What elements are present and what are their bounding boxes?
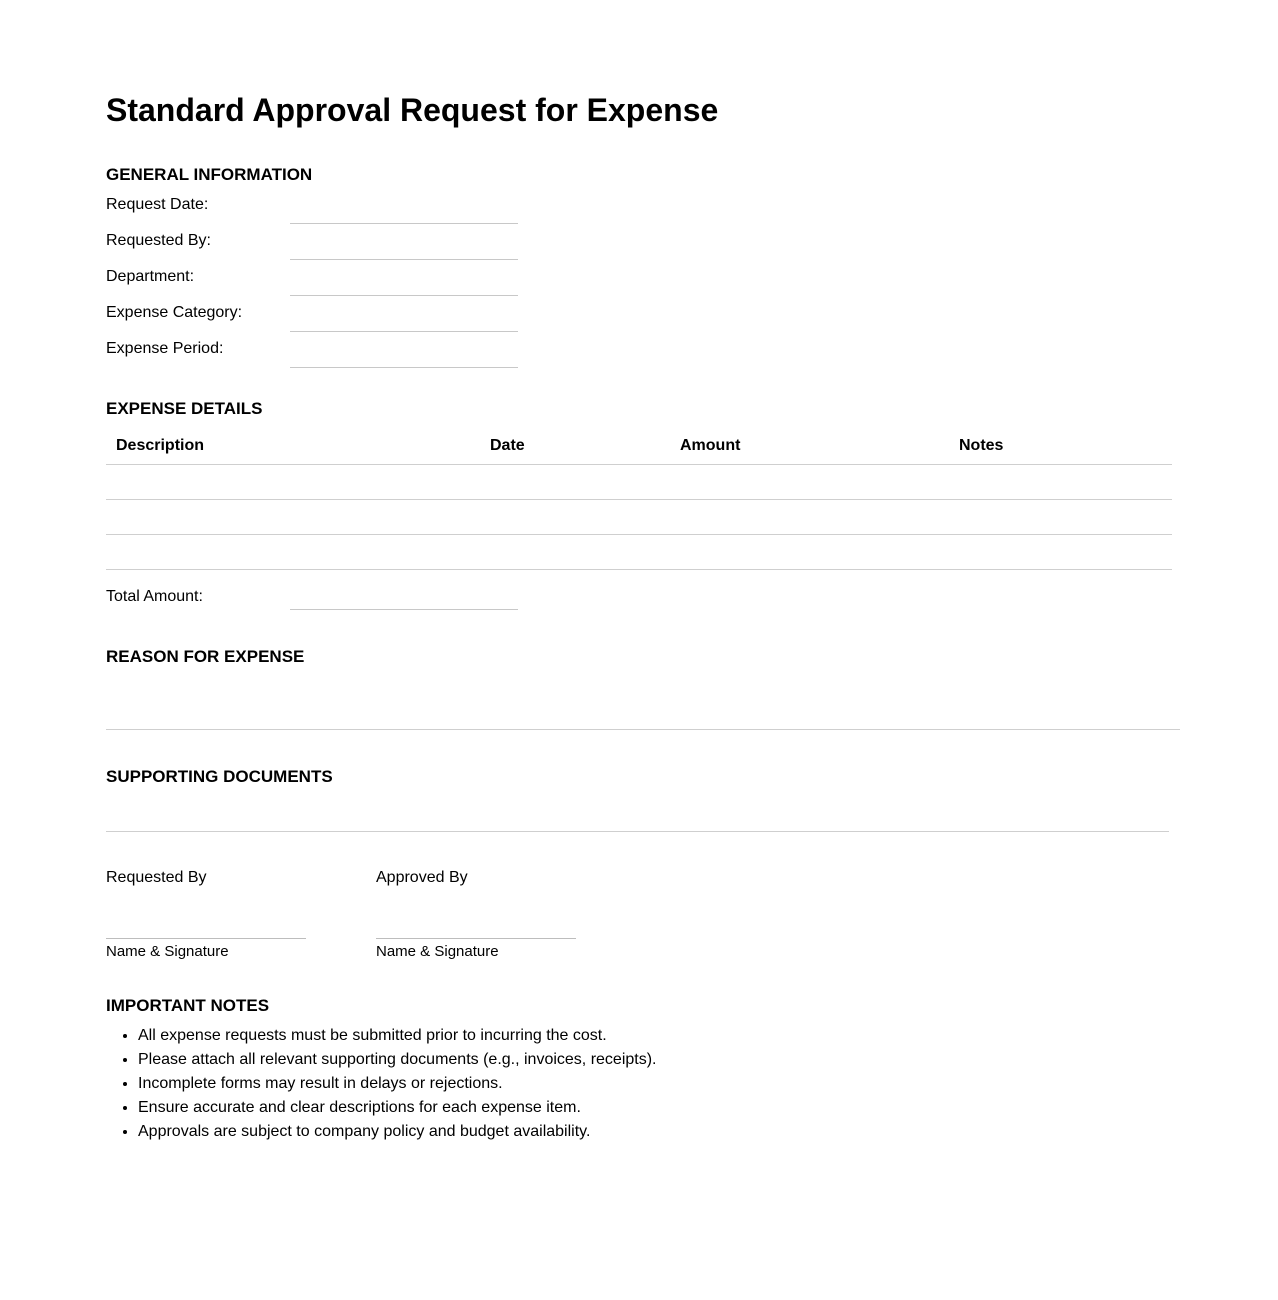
requested-by-input-line[interactable] bbox=[290, 259, 518, 260]
column-header-description: Description bbox=[116, 437, 205, 454]
total-amount-input-line[interactable] bbox=[290, 609, 518, 610]
supporting-documents-input-line[interactable] bbox=[106, 831, 1169, 832]
requested-by-label: Requested By: bbox=[106, 232, 211, 249]
document-title: Standard Approval Request for Expense bbox=[106, 92, 719, 128]
table-row[interactable] bbox=[106, 534, 1172, 535]
requested-by-field bbox=[106, 231, 526, 261]
total-amount-field bbox=[106, 587, 526, 617]
total-amount-label: Total Amount: bbox=[106, 588, 203, 605]
requested-by-signature-block bbox=[106, 868, 306, 968]
approved-by-signature-line[interactable] bbox=[376, 938, 576, 939]
table-row[interactable] bbox=[106, 569, 1172, 570]
expense-period-input-line[interactable] bbox=[290, 367, 518, 368]
reason-for-expense-input-line[interactable] bbox=[106, 729, 1180, 730]
department-field bbox=[106, 267, 526, 297]
column-header-date: Date bbox=[490, 437, 525, 454]
request-date-input-line[interactable] bbox=[290, 223, 518, 224]
table-row[interactable] bbox=[106, 499, 1172, 500]
list-item: • Please attach all relevant supporting documents (e.g., invoices, receipts). bbox=[138, 1048, 657, 1072]
expense-category-label: Expense Category: bbox=[106, 304, 243, 321]
approved-by-signature-block bbox=[376, 868, 576, 968]
column-header-notes: Notes bbox=[959, 437, 1004, 454]
approved-by-signature-caption: Name & Signature bbox=[376, 943, 499, 960]
approved-by-signature-title: Approved By bbox=[376, 869, 468, 886]
requested-by-signature-title: Requested By bbox=[106, 869, 207, 886]
expense-category-input-line[interactable] bbox=[290, 331, 518, 332]
list-item: • Ensure accurate and clear descriptions for each expense item. bbox=[138, 1096, 657, 1120]
department-label: Department: bbox=[106, 268, 195, 285]
requested-by-signature-line[interactable] bbox=[106, 938, 306, 939]
expense-period-field bbox=[106, 339, 526, 369]
column-header-amount: Amount bbox=[680, 437, 741, 454]
supporting-documents-heading: SUPPORTING DOCUMENTS bbox=[106, 767, 333, 786]
list-item: • Approvals are subject to company policy and budget availability. bbox=[138, 1120, 657, 1144]
request-date-field bbox=[106, 195, 526, 225]
general-information-heading: GENERAL INFORMATION bbox=[106, 165, 313, 184]
important-notes-list bbox=[106, 1024, 657, 1144]
list-item: • All expense requests must be submitted prior to incurring the cost. bbox=[138, 1024, 657, 1048]
requested-by-signature-caption: Name & Signature bbox=[106, 943, 229, 960]
reason-for-expense-heading: REASON FOR EXPENSE bbox=[106, 647, 305, 666]
expense-category-field bbox=[106, 303, 526, 333]
important-notes-heading: IMPORTANT NOTES bbox=[106, 996, 270, 1015]
expense-period-label: Expense Period: bbox=[106, 340, 224, 357]
list-item: • Incomplete forms may result in delays or rejections. bbox=[138, 1072, 657, 1096]
table-header-divider bbox=[106, 464, 1172, 465]
department-input-line[interactable] bbox=[290, 295, 518, 296]
expense-details-heading: EXPENSE DETAILS bbox=[106, 399, 263, 418]
request-date-label: Request Date: bbox=[106, 196, 209, 213]
